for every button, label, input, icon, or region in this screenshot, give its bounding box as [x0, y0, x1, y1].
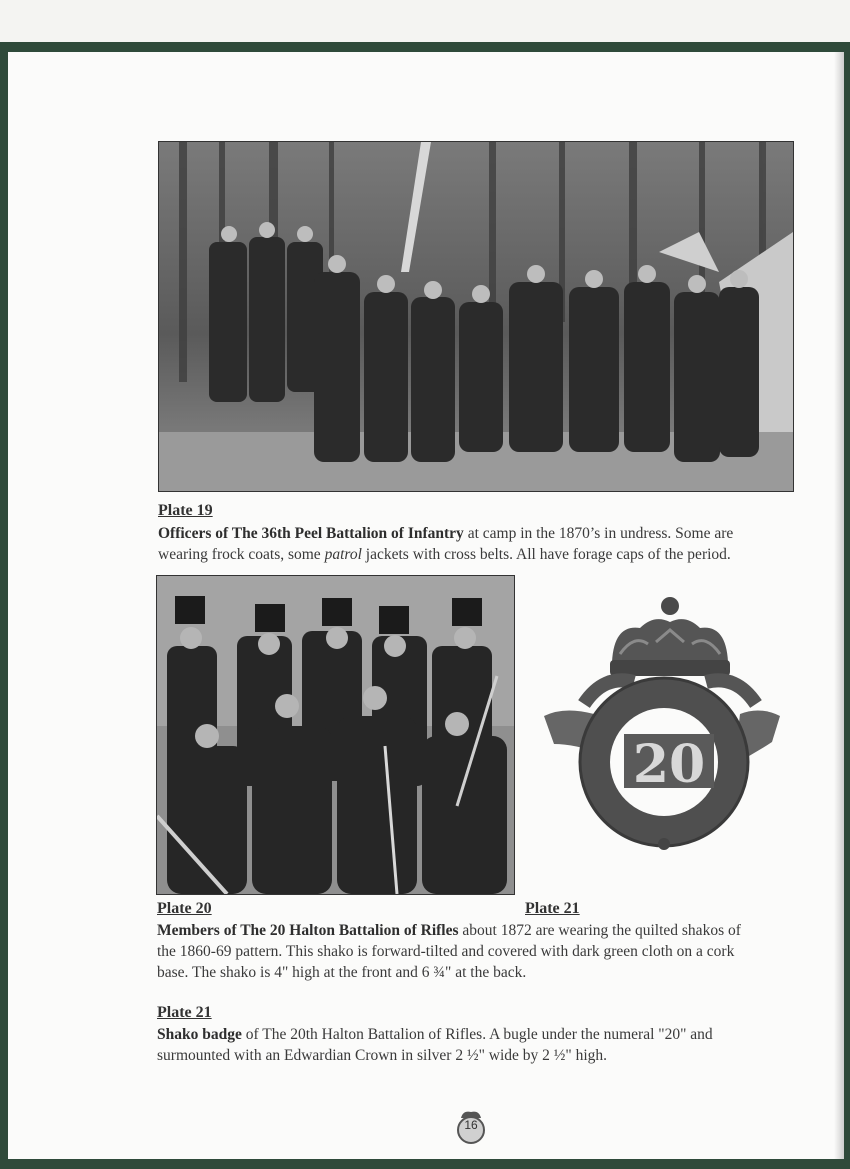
- plate-19-caption-line1: at camp in the 1870’s in undress. Some are: [463, 525, 734, 542]
- plate-21-caption: [157, 1024, 797, 1066]
- plate-20-caption-line2: the 1860-69 pattern. This shako is forward-tilted and covered with dark green cloth on a cork: [157, 943, 735, 960]
- plate-21-caption-line1: of The 20th Halton Battalion of Rifles. A bugle under the numeral "20" and: [241, 1026, 713, 1043]
- shako-badge-image: [544, 594, 780, 856]
- plate-21-label: Plate 21: [157, 1004, 212, 1021]
- plate-20-label: Plate 20: [157, 900, 212, 917]
- plate-21-badge-label: Plate 21: [525, 900, 580, 917]
- plate-19-caption: [158, 523, 798, 565]
- plate-19-caption-title: Officers of The 36th Peel Battalion of Infantry: [158, 525, 464, 542]
- plate-20-photo: [156, 575, 515, 895]
- plate-19-caption-line2-pre: wearing frock coats, some: [158, 546, 325, 563]
- plate-21-caption-line2: surmounted with an Edwardian Crown in silver 2 ½" wide by 2 ½" high.: [157, 1047, 608, 1064]
- page-number: 16: [464, 1118, 478, 1132]
- plate-20-caption-line3: base. The shako is 4" high at the front and 6 ¾" at the back.: [157, 964, 527, 981]
- page-gutter-shadow: [834, 52, 844, 1159]
- plate-20-caption-title: Members of The 20 Halton Battalion of Rifles: [157, 922, 459, 939]
- plate-19-caption-italic: patrol: [324, 546, 362, 563]
- plate-20-caption-line1: about 1872 are wearing the quilted shakos of: [458, 922, 741, 939]
- plate-21-caption-title: Shako badge: [157, 1026, 242, 1043]
- plate-19-caption-line2-post: jackets with cross belts. All have forage caps of the period.: [361, 546, 731, 563]
- plate-19-label: Plate 19: [158, 502, 213, 519]
- plate-20-caption: [157, 920, 797, 983]
- shako-badge-numeral: 20: [632, 734, 706, 795]
- plate-19-photo: [158, 141, 794, 492]
